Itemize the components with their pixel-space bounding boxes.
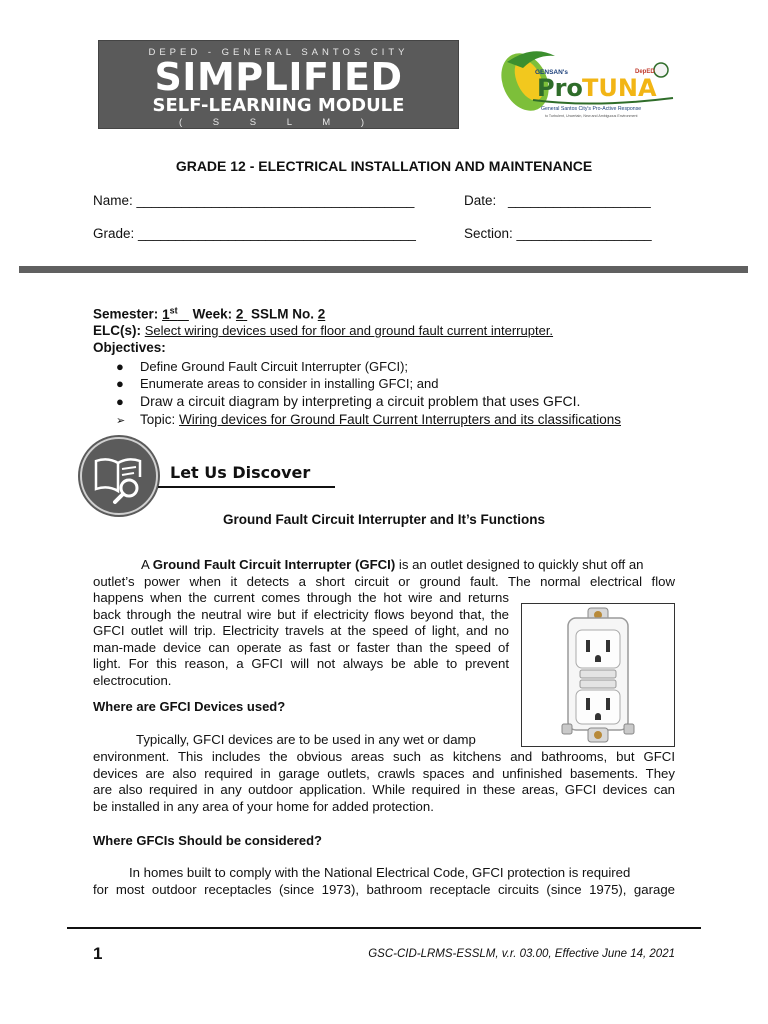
banner-main-title: SIMPLIFIED (154, 55, 403, 99)
date-label: Date: (464, 193, 497, 208)
grade-blank: _____________________________________ (138, 226, 416, 241)
section-field[interactable] (464, 226, 652, 241)
question-where-considered: Where GFCIs Should be considered? (93, 833, 322, 848)
sslm-value: 2 (317, 306, 326, 322)
logo-tagline-2: to Turbulent, Uncertain, New and Ambiguous Environment (545, 114, 638, 118)
week-label: Week: (192, 306, 233, 322)
banner-top-line: DEPED - GENERAL SANTOS CITY (148, 47, 409, 58)
week-value: 2 (235, 306, 244, 322)
semester-label: Semester: (93, 306, 159, 322)
section-label: Section: (464, 226, 513, 241)
logo-gensan: GENSAN's (535, 69, 568, 76)
paragraph-gfci-definition: A Ground Fault Circuit Interrupter (GFCI) is an outlet designed to quickly shut off an outlet’s power when it detects a short circuit or ground fault. The normal electrical flow (93, 557, 675, 589)
question-where-used: Where are GFCI Devices used? (93, 699, 286, 714)
topic-label: Topic: (140, 412, 176, 427)
gfci-outlet-image (521, 603, 675, 747)
paragraph-gfci-definition-cont: happens when the current comes through the hot wire and returns back through the neutral wire but if electricity flows beyond that, the GFCI outlet will trip. Electricity travels at the speed of light, and no man-made device can operate as fast or faster than the speed of light. For this reason, a GFCI will not always be able to prevent electrocution. (93, 590, 509, 688)
grade-label: Grade: (93, 226, 135, 241)
logo-tagline: General Santos City's Pro-Active Response (541, 106, 642, 112)
logo-tuna: TUNA (582, 74, 657, 102)
page-title: GRADE 12 - ELECTRICAL INSTALLATION AND MAINTENANCE (175, 158, 593, 174)
semester-line (93, 305, 325, 322)
heading-underline (158, 486, 335, 488)
book-search-icon (80, 437, 158, 515)
name-blank: _____________________________________ (136, 193, 415, 208)
section-blank: __________________ (516, 226, 652, 241)
objective-item: ● Enumerate areas to consider in installing GFCI; and (116, 376, 439, 391)
section-heading: Let Us Discover (170, 463, 311, 482)
name-field[interactable] (93, 193, 414, 208)
page-number: 1 (93, 944, 103, 963)
paragraph-where-used: environment. This includes the obvious areas such as kitchens and bathrooms, but GFCI devices are also required in garage outlets, crawls spaces and unfinished basements. They are also required in any outdoor application. While required in these areas, GFCI devices can be installed in any area of your home for added protection. (93, 749, 675, 814)
bullet-icon: ● (116, 359, 124, 374)
arrow-bullet-icon: ➢ (116, 415, 126, 427)
objective-item: ● Define Ground Fault Circuit Interrupter (GFCI); (116, 359, 409, 374)
section-subheading: Ground Fault Circuit Interrupter and It’s Functions (222, 512, 545, 527)
logo-deped: DepED (635, 69, 655, 75)
banner-subtitle: SELF-LEARNING MODULE (152, 95, 405, 116)
paragraph-where-considered: In homes built to comply with the National Electrical Code, GFCI protection is required for most outdoor receptacles (since 1973), bathroom receptacle circuits (since 1975), garage (93, 865, 675, 897)
module-banner (98, 40, 459, 129)
footer-divider (67, 927, 701, 929)
logo-pro: Pro (537, 74, 583, 102)
date-field[interactable] (464, 193, 651, 208)
topic-item (116, 412, 621, 427)
elc-text: Select wiring devices used for floor and ground fault current interrupter. (144, 323, 554, 338)
banner-abbr: ( S S L M ) (178, 117, 379, 128)
elc-label: ELC(s): (93, 323, 141, 338)
paragraph-where-used-start: Typically, GFCI devices are to be used in any wet or damp (136, 732, 476, 747)
objectives-label: Objectives: (93, 340, 166, 355)
sslm-label: SSLM No. (250, 306, 314, 322)
topic-text: Wiring devices for Ground Fault Current Interrupters and its classifications (179, 412, 621, 427)
date-blank: ___________________ (508, 193, 651, 208)
document-code: GSC-CID-LRMS-ESSLM, v.r. 03.00, Effective June 14, 2021 (368, 948, 675, 960)
gfci-term: Ground Fault Circuit Interrupter (GFCI) (152, 557, 396, 572)
bullet-icon: ● (116, 394, 124, 409)
semester-value: 1st (162, 305, 178, 322)
bullet-icon: ● (116, 376, 124, 391)
objective-item: ● Draw a circuit diagram by interpreting a circuit problem that uses GFCI. (116, 393, 581, 409)
elc-line (93, 323, 553, 338)
grade-field[interactable] (93, 226, 416, 241)
header-divider (19, 266, 748, 273)
name-label: Name: (93, 193, 133, 208)
protuna-logo (493, 42, 678, 128)
